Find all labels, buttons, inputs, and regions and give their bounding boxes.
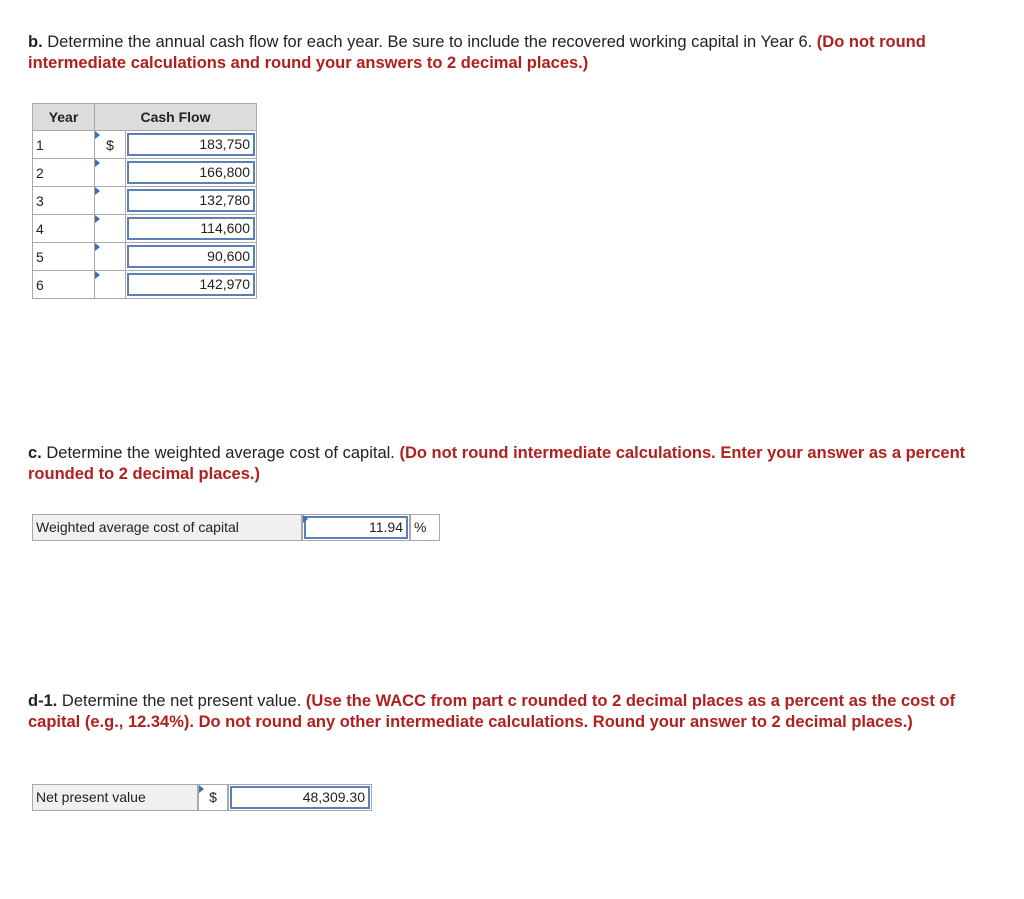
- npv-row: [32, 784, 372, 811]
- table-row: [33, 243, 257, 271]
- currency-cell: [95, 243, 126, 271]
- table-row: [33, 159, 257, 187]
- wacc-cell: [302, 514, 410, 541]
- year-cell: 5: [33, 243, 95, 271]
- currency-cell: [95, 215, 126, 243]
- cash-flow-cell: [126, 131, 257, 159]
- currency-cell: [95, 187, 126, 215]
- year-cell: 1: [33, 131, 95, 159]
- question-c-label: c.: [28, 444, 42, 462]
- cash-flow-input[interactable]: 183,750: [127, 133, 255, 156]
- npv-cell: [228, 784, 372, 811]
- question-d1-instruction: (Use the WACC from part c rounded to 2 decimal places as a percent as the cost of capital (e.g., 12.34%). Do not round any other intermediate calculations. Round your answer to 2 decimal places.): [28, 692, 956, 731]
- table-row: [33, 215, 257, 243]
- cash-flow-input[interactable]: 142,970: [127, 273, 255, 296]
- answer-marker-icon: [95, 271, 100, 279]
- cash-flow-input[interactable]: 114,600: [127, 217, 255, 240]
- wacc-row: [32, 514, 440, 541]
- question-b-instruction: (Do not round intermediate calculations and round your answers to 2 decimal places.): [28, 33, 926, 72]
- npv-label: Net present value: [32, 784, 198, 811]
- question-c-instruction: (Do not round intermediate calculations. Enter your answer as a percent rounded to 2 decimal places.): [28, 444, 966, 483]
- table-row: [33, 271, 257, 299]
- question-b-label: b.: [28, 33, 43, 51]
- table-row: [33, 187, 257, 215]
- year-cell: 3: [33, 187, 95, 215]
- question-d1-text: Determine the net present value.: [57, 692, 306, 710]
- year-cell: 6: [33, 271, 95, 299]
- cash-flow-cell: [126, 159, 257, 187]
- answer-marker-icon: [95, 215, 100, 223]
- currency-cell: [95, 271, 126, 299]
- question-d1-label: d-1.: [28, 692, 58, 710]
- answer-marker-icon: [199, 785, 204, 793]
- answer-marker-icon: [95, 131, 100, 139]
- cash-flow-input[interactable]: 90,600: [127, 245, 255, 268]
- cash-flow-input[interactable]: 132,780: [127, 189, 255, 212]
- cash-flow-cell: [126, 215, 257, 243]
- cash-flow-cell: [126, 271, 257, 299]
- currency-cell: [95, 159, 126, 187]
- year-cell: 4: [33, 215, 95, 243]
- npv-input[interactable]: 48,309.30: [230, 786, 370, 809]
- question-c: [28, 443, 998, 485]
- cash-flow-table: [32, 103, 257, 299]
- npv-currency: $: [209, 789, 217, 805]
- cash-flow-cell: [126, 243, 257, 271]
- answer-marker-icon: [95, 159, 100, 167]
- wacc-input[interactable]: 11.94: [304, 516, 408, 539]
- currency-cell: [95, 131, 126, 159]
- cash-flow-header: Cash Flow: [95, 104, 257, 131]
- cash-flow-cell: [126, 187, 257, 215]
- answer-marker-icon: [303, 515, 308, 523]
- percent-unit: %: [410, 514, 440, 541]
- question-c-text: Determine the weighted average cost of capital.: [41, 444, 400, 462]
- currency-symbol: $: [106, 136, 114, 153]
- answer-marker-icon: [95, 187, 100, 195]
- table-header-row: [33, 104, 257, 131]
- answer-marker-icon: [95, 243, 100, 251]
- question-b-text: Determine the annual cash flow for each year. Be sure to include the recovered working capital in Year 6.: [42, 33, 817, 51]
- wacc-label: Weighted average cost of capital: [32, 514, 302, 541]
- question-b: [28, 32, 998, 74]
- cash-flow-input[interactable]: 166,800: [127, 161, 255, 184]
- npv-currency-cell: [198, 784, 228, 811]
- year-header: Year: [33, 104, 95, 131]
- year-cell: 2: [33, 159, 95, 187]
- question-d1: [28, 691, 998, 733]
- table-row: [33, 131, 257, 159]
